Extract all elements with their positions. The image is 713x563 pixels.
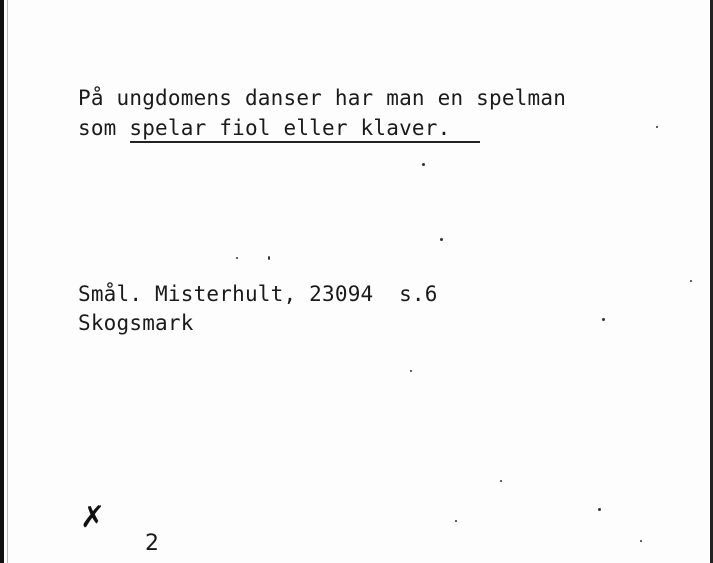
scan-speck [602,318,605,321]
scan-speck [236,257,238,259]
source-line-1: Smål. Misterhult, 23094 s.6 [78,282,438,306]
scan-speck [440,238,443,241]
scan-speck [422,163,425,166]
scan-speck [656,126,658,128]
source-line-2: Skogsmark [78,311,194,335]
card-left-border [0,0,4,563]
page-number: 2 [145,531,159,556]
card-left-border-line [7,0,8,563]
scan-speck [640,540,642,542]
card-text-line-1: På ungdomens danser har man en spelman [78,86,567,110]
scan-speck [455,520,457,522]
card-text-line-2: som spelar fiol eller klaver. [78,116,451,140]
scan-speck [598,508,601,511]
scan-speck [500,480,502,482]
scan-speck [690,280,692,282]
scan-speck [268,256,270,260]
text-underline [130,141,480,143]
scan-speck [410,370,412,372]
handwritten-mark: ✗ [80,500,106,535]
